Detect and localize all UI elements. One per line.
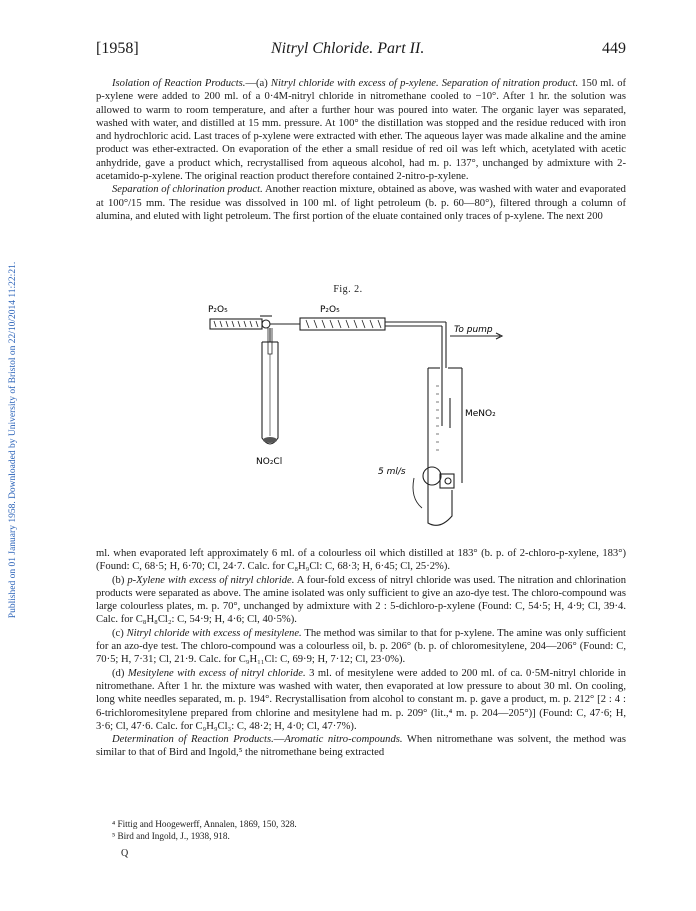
body-text-top bbox=[96, 77, 626, 223]
drying-tube-top bbox=[300, 318, 385, 330]
label-p2o5-top: P₂O₅ bbox=[320, 305, 340, 315]
paragraph-determination: Determination of Reaction Products.—Aromatic nitro-compounds. When nitromethane was solvent, the method was similar to that of Bird and Ingold,⁵ the nitromethane being extracted bbox=[96, 734, 627, 759]
subsection-title: p-Xylene with excess of nitryl chloride. bbox=[127, 574, 295, 586]
subsection-title: Nitryl chloride with excess of p-xylene. Separation of nitration product. bbox=[270, 78, 579, 89]
body-text-bottom bbox=[96, 547, 626, 760]
paragraph-c: (c) Nitryl chloride with excess of mesitylene. The method was similar to that for p-xylene. The amine was only sufficient for an azo-dye test. The chloro-compound was a colourless oil, b. p. 206° (b. p. of chloromesitylene, 204—206° (Found: C, 70·5; H, 7·31; Cl, 21·9. Calc. for C₉H₁₁Cl: C, 69·9; H, 7·12; Cl, 23·0%). bbox=[96, 627, 626, 666]
signature-mark: Q bbox=[121, 848, 129, 859]
label-meno2: MeNO₂ bbox=[465, 409, 496, 419]
label-no2cl: NO₂Cl bbox=[256, 457, 283, 467]
label-p2o5-left: P₂O₅ bbox=[208, 305, 228, 315]
footnote-4: ⁴ Fittig and Hoogewerff, Annalen, 1869, 150, 328. bbox=[112, 819, 297, 829]
subsection-title: Mesitylene with excess of nitryl chloride. bbox=[127, 667, 306, 679]
figure-caption: Fig. 2. bbox=[333, 284, 363, 295]
header-title: Nitryl Chloride. Part II. bbox=[271, 40, 425, 57]
paragraph-isolation: Isolation of Reaction Products.—(a) Nitryl chloride with excess of p-xylene. Separation of nitration product. 150 ml. of p-xylene were added to 200 ml. of a 0·4M-nitryl chloride in nitromethane cooled to −10°. After 1 hr. the solution was allowed to warm to room temperature, and after a further hour was poured into water. The organic layer was separated, washed with water, and distilled at 15 mm. pressure. At 100° the distillation was stopped and the residue reduced with iron and hydrochloric acid. Last traces of p-xylene were extracted with ether. The aqueous layer was made alkaline and the amine product was ether-extracted. On evaporation of the ether a small residue of red oil was left which, acetylated with acetic anhydride, gave a product which, recrystallised from aqueous alcohol, had m. p. 137°, unchanged by admixture with 2-acetamido-p-xylene. The original reaction product therefore contained 2-nitro-p-xylene. bbox=[96, 78, 627, 183]
page-number: 449 bbox=[602, 40, 626, 57]
footnote-5: ⁵ Bird and Ingold, J., 1938, 918. bbox=[112, 831, 230, 841]
subsection-title: Aromatic nitro-compounds. bbox=[284, 734, 403, 746]
subsection-title: Separation of chlorination product. bbox=[112, 184, 263, 196]
header-year: [1958] bbox=[96, 40, 139, 57]
stopcock-bottom bbox=[440, 474, 454, 488]
label-to-pump: To pump bbox=[454, 325, 493, 335]
apparatus-figure bbox=[200, 298, 540, 538]
running-header bbox=[96, 40, 626, 60]
nitromethane-column bbox=[428, 368, 462, 468]
paragraph-b: (b) p-Xylene with excess of nitryl chloride. A four-fold excess of nitryl chloride was used. The nitration and chlorination products were separated as above. The amine isolated was only sufficient to give an azo-dye test. The chloro-compound was large colourless plates, m. p. 70°, unchanged by admixture with 2 : 5-dichloro-p-xylene (Found: C, 54·5; H, 4·9; Cl, 39·4. Calc. for C₈H₈Cl₂: C, 54·9; H, 4·6; Cl, 40·5%). bbox=[96, 574, 626, 626]
stopcock-left bbox=[262, 320, 270, 328]
measuring-bulb bbox=[423, 467, 441, 485]
publication-note: Published on 01 January 1958. Downloaded by University of Bristol on 22/10/2014 11:22:21. bbox=[8, 261, 18, 619]
paragraph-continued: ml. when evaporated left approximately 6 ml. of a colourless oil which distilled at 183° (b. p. of 2-chloro-p-xylene, 183°) (Found: C, 68·5; H, 6·70; Cl, 24·7. Calc. for C₈H₉Cl: C, 68·3; H, 6·45; Cl, 25·2%). bbox=[96, 548, 626, 573]
section-heading: Determination of Reaction Products. bbox=[112, 734, 274, 746]
paragraph-separation: Separation of chlorination product. Another reaction mixture, obtained as above, was washed with water and evaporated at 100°/15 mm. The residue was dissolved in 100 ml. of light petroleum (b. p. 60—80°), filtered through a column of alumina, and eluted with light petroleum. The first portion of the eluate contained only traces of p-xylene. The next 200 bbox=[96, 184, 626, 222]
subsection-title: Nitryl chloride with excess of mesitylene. bbox=[126, 627, 302, 639]
label-rate: 5 ml/s bbox=[378, 467, 406, 477]
footnotes bbox=[96, 818, 626, 842]
paragraph-d: (d) Mesitylene with excess of nitryl chloride. 3 ml. of mesitylene were added to 200 ml. of ca. 0·5M-nitryl chloride in nitromethane. After 1 hr. the mixture was washed with water, then evaporated at low pressure to about 30 ml. On cooling, long white needles separated, m. p. 194°. Recrystallisation from alcohol to constant m. p. gave a product, m. p. 212° [2 : 4 : 6-trichloromesitylene prepared from chlorine and mesitylene had m. p. 209° (lit.,⁴ m. p. 204—205°)] (Found: C, 47·6; H, 3·6; Cl, 47·6. Calc. for C₉H₉Cl₃: C, 48·2; H, 4·0; Cl, 47·7%). bbox=[96, 667, 626, 732]
publication-sidebar bbox=[2, 150, 24, 730]
section-heading: Isolation of Reaction Products. bbox=[112, 78, 246, 89]
drying-tube-left bbox=[210, 319, 262, 329]
